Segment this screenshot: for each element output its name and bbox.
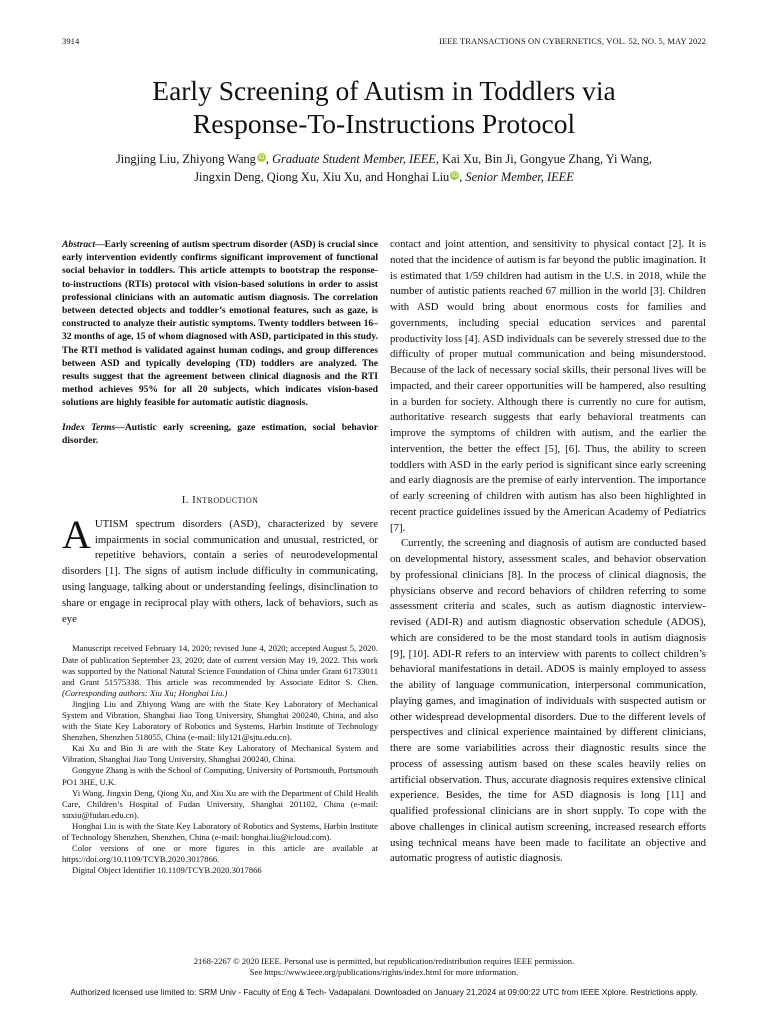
intro-paragraph [62,511,378,628]
footnote-affiliation-3: Gongyue Zhang is with the School of Computing, University of Portsmouth, Portsmouth PO1 3HE, U.K. [62,765,378,787]
body-paragraph-2: Currently, the screening and diagnosis of autism are conducted based on developmental history, assessment scales, and behavior observation by professional clinicians [8]. In the process of clinical diagnosis, the physicians observe and record behaviors of children referring to some assessment criteria and scales, such as autism diagnostic interview-revised (ADI-R) and autism diagnostic observation schedule (ADOS), which are considered to be the most standard tools in autism diagnosis [9], [10]. ADI-R refers to an interview with parents to collect children’s behavioral manifestations in detail. ADOS is mainly employed to assess the ability of language communication, interpersonal communication, playing games, and imagination of individuals with suspected autism or other widespread developmental disorders. Due to the different levels of perspectives and clinical experience maintained by different clinicians, there are some variabilities across their diagnostic results since the process of assessing autism based on these scales heavily relies on artificial observation. Thus, accurate diagnosis requires extensive clinical experience. Besides, the time for ASD diagnosis is long [11] and qualified professional clinicians are in short supply. To cope with the above challenges in clinical autism screening, increased research efforts using technical means have been made to facilitate an objective and automatic progress of autistic diagnosis. [390,537,706,865]
journal-header: IEEE TRANSACTIONS ON CYBERNETICS, VOL. 52, NO. 5, MAY 2022 [439,36,706,46]
left-column [62,238,378,876]
orcid-icon[interactable]: iD [451,172,458,179]
author-role-2: Senior Member, IEEE [465,170,574,184]
index-terms [62,421,378,447]
index-terms-lead: Index Terms [62,421,116,433]
footnote-color-versions: Color versions of one or more figures in this article are available at https://doi.org/10.1109/TCYB.2020.3017866. [62,843,378,865]
footnote-affiliation-5: Honghai Liu is with the State Key Laboratory of Robotics and Systems, Harbin Institute of Technology Shenzhen, Shenzhen, China (e-mail: honghai.liu@icloud.com). [62,820,378,843]
section-title: Introduction [192,494,259,507]
section-numeral: I. [181,494,189,507]
authors-part-1: Jingjing Liu, Zhiyong Wang [115,152,256,166]
author-list: Jingjing Liu, Zhiyong Wang iD, Graduate Student Member, IEEE, Kai Xu, Bin Ji, Gongyue Zhang, Yi Wang, Jingxin Deng, Qiong Xu, Xiu Xu, and Honghai Liu iD, Senior Member, IEEE [115,152,653,184]
footnote-affiliation-4: Yi Wang, Jingxin Deng, Qiong Xu, and Xiu Xu are with the Department of Child Health Care, Children’s Hospital of Fudan University, Shanghai 201102, China (e-mail: xuxiu@fudan.edu.cn). [62,787,378,820]
copyright-line-2: See https://www.ieee.org/publications/rights/index.html for more information. [249,967,519,977]
paper-title [40,74,728,140]
right-column [390,237,706,867]
intro-text: spectrum disorders (ASD), characterized by severe impairments in social communication and unusual, restricted, or repetitive behaviors, contain a series of neurodevelopmental disorders [1]. The signs of autism include difficulty in communicating, using language, talking about or understanding feelings, disinclination to share or engage in reciprocal play with others, lack of behaviors, such as eye [62,517,378,625]
page-number: 3914 [62,36,80,46]
footnote-doi: Digital Object Identifier 10.1109/TCYB.2020.3017866 [72,865,262,876]
footnote-affiliation-1: Jingjing Liu and Zhiyong Wang are with the State Key Laboratory of Mechanical System and Vibration, Shanghai Jiao Tong University, Shanghai 200240, China, and also with the State Key Laboratory of Robotics and Systems, Harbin Institute of Technology Shenzhen, Shenzhen 518055, China (e-mail: lily121@sjtu.edu.cn). [62,698,378,743]
abstract-text: —Early screening of autism spectrum disorder (ASD) is crucial since early intervention evidently confirms significant improvement of functional social behavior in toddlers. This article attempts to bootstrap the response-to-instructions (RTIs) protocol with vision-based solutions in order to assist professional clinicians with an automatic autism diagnosis. The correlation between detected objects and toddler’s emotional features, such as gaze, is constructed to analyze their autistic symptoms. Twenty toddlers between 16–32 months of age, 15 of whom diagnosed with ASD, participated in this study. The RTI method is validated against human codings, and group differences between ASD and typically developing (TD) toddlers are analyzed. The results suggest that the agreement between clinical diagnosis and the RTI method achieves 95% for all 20 subjects, which indicates vision-based solutions are highly feasible for automatic autistic diagnosis. [62,239,378,409]
authors-part-3: Jingxin Deng, Qiong Xu, Xiu Xu, and Honghai Liu [194,170,450,184]
footnotes [62,643,378,876]
author-role-1: Graduate Student Member, IEEE [272,152,436,166]
authors-part-2: , Kai Xu, Bin Ji, Gongyue Zhang, Yi Wang, [435,152,653,166]
title-line-1: Early Screening of Autism in Toddlers via [152,75,616,106]
orcid-icon[interactable]: iD [258,154,265,161]
abstract-lead: Abstract [62,239,96,250]
footnote-manuscript [62,643,378,698]
footnote-corresponding: (Corresponding authors: Xiu Xu; Honghai Liu.) [62,687,228,698]
body-paragraph-1: contact and joint attention, and sensitivity to physical contact [2]. It is noted that the incidence of autism is far beyond the public imagination. It is estimated that 1/59 children had autism in the U.S. in 2018, while the number of autistic patients reached 67 million in the world [3]. Children with ASD would bring about enormous costs for families and governments, including special education services and parental productivity loss [4]. ASD individuals can be severely stressed due to the difficulty of proper mutual communication and being misunderstood. Because of the lack of necessary social skills, their personal lives will be impacted, and their career opportunities will be hampered, also resulting in a burden for society. Although there is currently no cure for autism, authoritative research suggests that early behavioral treatments can improve the symptoms of children with autism, and the earlier the intervention, the better the effect [5], [6]. Thus, the ability to screen toddlers with ASD in the early period is significant since early screening and early diagnosis are the premise of early intervention. The importance of early screening of children with autism has also been highlighted in recent practice guidelines issued by the American Academy of Pediatrics [7]. [390,238,706,534]
copyright-line-1: 2168-2267 © 2020 IEEE. Personal use is permitted, but republication/redistribution requires IEEE permission. [193,956,575,966]
intro-first-word: UTISM [94,517,129,530]
footnote-affiliation-2: Kai Xu and Bin Ji are with the State Key Laboratory of Mechanical System and Vibration, Shanghai Jiao Tong University, Shanghai 200240, China. [62,743,378,765]
title-line-2: Response-To-Instructions Protocol [192,108,576,139]
footnote-manuscript-text: Manuscript received February 14, 2020; revised June 4, 2020; accepted August 5, 2020. Date of publication September 23, 2020; date of current version May 19, 2022. This work was supported by the National Natural Science Foundation of China under Grant 61733011 and Grant 51575338. This article was recommended by Associate Editor S. Chen. [62,643,378,687]
drop-cap: A [62,511,91,557]
authorized-use-notice: Authorized licensed use limited to: SRM Univ - Faculty of Eng & Tech- Vadapalani. Downloaded on January 21,2024 at 09:00:22 UTC from IEEE Xplore. Restrictions apply. [70,987,698,997]
abstract [62,238,378,410]
copyright-notice [40,956,728,978]
section-heading [62,493,378,509]
index-terms-text: —Autistic early screening, gaze estimation, social behavior disorder. [62,421,378,446]
